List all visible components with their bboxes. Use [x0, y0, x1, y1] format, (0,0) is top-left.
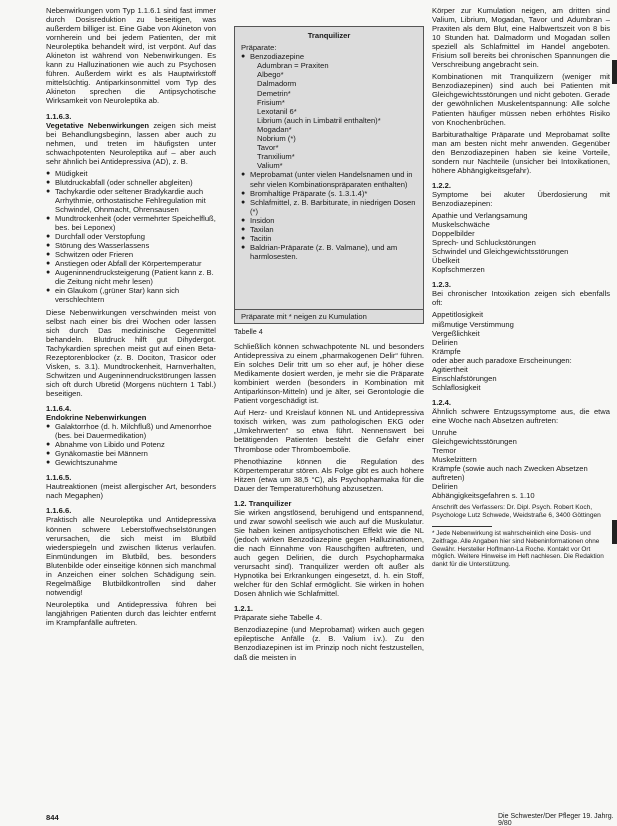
drug-item: Mogadan* [257, 124, 292, 134]
list-item: Unruhe [432, 428, 457, 438]
body-paragraph: Ähnlich schwere Entzugssymptome aus, die etwa eine Woche nach Absetzen auftreten: [432, 406, 610, 425]
table-footnote: Präparate mit * neigen zu Kumulation [235, 309, 423, 323]
list-item: Delirien [432, 337, 458, 347]
column-middle [234, 342, 424, 665]
list-item: Apathie und Verlangsamung [432, 210, 528, 220]
footnote: * Jede Nebenwirkung ist wahrscheinlich eine Dosis- und Zeitfrage. Alle Angaben hier sind Nebeninformationen ohne Gewähr. Hersteller Hoffmann-La Roche. Kontakt vor Ort möglich. Weitere Hinweise im Heft nachlesen. Die Redaktion dankt für die Unterstützung. [432, 530, 604, 568]
list-item: ● ein Glaukom (,grüner Star) kann sich verschlechtern [46, 286, 216, 304]
body-paragraph: Barbiturathaltige Präparate und Meprobamat sollte man am besten nicht mehr anwenden. Gegenüber den Benzodiazepinen haben sie keine Vorteile, sondern nur Nachteile (unsicher bei Intoxikationen, höhere Abhängigkeitsgefahr). [432, 129, 610, 175]
section-heading: 1.2. Tranquilizer [234, 498, 292, 508]
list-item: ● Anstiegen oder Abfall der Körpertemperatur [46, 259, 216, 268]
drug-item: Adumbran = Praxiten [257, 61, 329, 71]
list-item: ● Tachykardie oder seltener Bradykardie auch Arrhythmie, orthostatische Fehlregulation mit Schwindel, Ohnmacht, Ohrensausen [46, 187, 216, 214]
list-item: Tremor [432, 446, 457, 456]
body-paragraph: Schließlich können schwachpotente NL und besonders Antidepressiva zu einem „pharmakogenen Delir“ führen. Ein solches Delir tritt um so eher auf, je höher diese Medikamente dosiert werden, je mehr sie die Präparate kombiniert werden (besonders in Kombination mit Antiparkinson-Mitteln) und je älter, sei Gerontologie die Patient vorgeschädigt ist. [234, 342, 424, 406]
list-item: Sprech- und Schluckstörungen [432, 238, 536, 248]
drug-item: ● Tacitin [241, 234, 417, 243]
edge-tab-marker [612, 60, 617, 84]
drug-item: Dalmadorm [257, 79, 297, 89]
body-paragraph: Kombinationen mit Tranquilizern (weniger mit Benzodiazepinen) sind auch bei Patienten mit Gleichgewichtsstörungen und nicht geboten. Gerade der gewöhnlichen Muskelentspannung: Alle solche Patienten häufiger müssen neben erhöhtes Risiko von Knochenbrüchen. [432, 72, 610, 127]
body-paragraph: Hautreaktionen (meist allergischer Art, besonders nach Megaphen) [46, 482, 216, 501]
endocrine-list [46, 422, 216, 467]
body-paragraph: Präparate siehe Tabelle 4. [234, 613, 323, 623]
withdrawal-symptoms-list [432, 428, 610, 500]
author-address: Anschrift des Verfassers: Dr. Dipl. Psych. Robert Koch, Psychologe Lutz Schwede, Weidstraße 6, 3400 Göttingen [432, 504, 601, 520]
table-group: ● Benzodiazepine [241, 52, 417, 61]
list-item: Vergeßlichkeit [432, 328, 480, 338]
list-item: ● Mundtrockenheit (oder vermehrter Speichelfluß, bes. bei Leponex) [46, 214, 216, 232]
list-item: ● Durchfall oder Verstopfung [46, 232, 216, 241]
section-number: 1.1.6.5. [46, 473, 72, 483]
drug-item: ● Baldrian-Präparate (z. B. Valmane), und am harmlosesten. [241, 243, 417, 261]
drug-item: Frisium* [257, 97, 285, 107]
list-item: ● Müdigkeit [46, 169, 216, 178]
list-item: ● Gynäkomastie bei Männern [46, 449, 216, 458]
list-item: Abhängigkeitsgefahren s. 1.10 [432, 491, 535, 501]
list-item: Einschlafstörungen [432, 373, 497, 383]
list-item: Appetitlosigkeit [432, 310, 484, 320]
list-item: ● Augeninnendrucksteigerung (Patient kann z. B. die Zeitung nicht mehr lesen) [46, 268, 216, 286]
drug-item: ● Taxilan [241, 225, 417, 234]
body-paragraph: Symptome bei akuter Überdosierung mit Benzodiazepinen: [432, 189, 610, 208]
drug-item: Tavor* [257, 143, 279, 153]
page-number: 844 [46, 813, 59, 822]
drug-item: Demetrin* [257, 88, 291, 98]
section-number: 1.1.6.3. [46, 111, 72, 121]
drug-item: ● Meprobamat (unter vielen Handelsnamen und in sehr vielen Kombinationspräparaten enthalten) [241, 170, 417, 188]
body-paragraph: Körper zur Kumulation neigen, am dritten sind Valium, Librium, Mogadan, Tavor und Adumbran – Praxiten als dem Blut, eine Halbwertszeit von 8 bis 10 Stunden hat. Dalmadorm und Mogadan sollen speziell als Schlafmittel im Handel angeboten. Frisium soll bereits bei chronischen Spannungen die Verschreibung angebracht sein. [432, 6, 610, 70]
running-title: Die Schwester/Der Pfleger 19. Jahrg. 9/80 [498, 813, 614, 826]
section-number: 1.1.6.6. [46, 506, 72, 516]
drug-item: Nobrium (*) [257, 134, 296, 144]
drug-item: Valium* [257, 161, 283, 171]
list-item: Krämpfe (sowie auch nach Zwecken Absetzen auftreten) [432, 464, 588, 483]
benzodiazepine-list [241, 61, 417, 170]
section-number: 1.2.1. [234, 604, 253, 614]
column-right [432, 6, 610, 568]
list-item: Übelkeit [432, 256, 460, 266]
section-number: 1.2.4. [432, 397, 451, 407]
drug-item: ● Bromhaltige Präparate (s. 1.3.1.4)* [241, 189, 417, 198]
body-paragraph: Auf Herz- und Kreislauf können NL und Antidepressiva toxisch wirken, was zum pathologischen EKG oder „Umkehrwerten“ so etwa führt. Nennenswert bei betätigenden Patienten besteht die Gefahr einer Thrombose oder Thromboembolie. [234, 408, 424, 454]
list-item: ● Blutdruckabfall (oder schneller abgleiten) [46, 178, 216, 187]
list-item: Gleichgewichtsstörungen [432, 437, 517, 447]
body-paragraph: Phenothiazine können die Regulation des Körpertemperatur stören. Als Folge gibt es auch höhere Hitzen (etwa um 38,5 °C), als Psychopharmaka für die Dauer der Temperaturerhöhung abzusetzen. [234, 456, 424, 493]
drug-item: Librium (auch in Limbatril enthalten)* [257, 115, 381, 125]
overdose-symptoms-list [432, 211, 610, 274]
section-title: Vegetative Nebenwirkungen [46, 120, 150, 130]
list-item: ● Schwitzen oder Frieren [46, 250, 216, 259]
intro-paragraph: Nebenwirkungen vom Typ 1.1.6.1 sind fast immer durch Dosisreduktion zu beseitigen, was außerdem billiger ist. Eine Gabe von Akineton von vornherein und bei jedem Patienten, der mit Neuroleptika behandelt wird, ist verpönt. Auf das Akineton ist während von Nebenwirkungen. Es kann zu Halluzinationen wie auch zu Psychosen führen. Außerdem wirkt es als Hauptwirkstoff mittelsüchtig. Antiparkinsonmittel vom Typ des Akineton sprechen die Antipsychotische Wirksamkeit von Neuroleptika ab. [46, 6, 216, 106]
list-item: Schlaflosigkeit [432, 382, 481, 392]
other-drugs-list [241, 170, 417, 261]
section-number: 1.2.2. [432, 180, 451, 190]
list-item: Muskelschwäche [432, 220, 490, 230]
vegetative-list [46, 169, 216, 305]
section-title: Endokrine Nebenwirkungen [46, 413, 147, 423]
tranquilizer-table [234, 26, 424, 324]
drug-item: Tranxilium* [257, 152, 295, 162]
list-item: Agitiertheit [432, 364, 468, 374]
list-item: Delirien [432, 482, 458, 492]
list-item: oder aber auch paradoxe Erscheinungen: [432, 355, 572, 365]
footnote-rule [432, 526, 492, 527]
list-item: Krämpfe [432, 346, 461, 356]
drug-item: ● Insidon [241, 216, 417, 225]
list-item: ● Störung des Wasserlassens [46, 241, 216, 250]
body-paragraph: Bei chronischer Intoxikation zeigen sich ebenfalls oft: [432, 289, 610, 308]
body-paragraph: Benzodiazepine (und Meprobamat) wirken auch gegen epileptische Anfälle (z. B. Valium i.v.). Zu den Benzodiazepinen ist im Prinzip noch nicht festzustellen, daß die meisten in [234, 625, 424, 662]
list-item: Muskelzittern [432, 455, 477, 465]
body-paragraph: Neuroleptika und Antidepressiva führen bei langjährigen Patienten durch das leichter entfernt im Krampfanfälle auftreten. [46, 599, 216, 627]
body-paragraph: Sie wirken angstlösend, beruhigend und entspannend, und zwar sowohl seelisch wie auch auf die Muskulatur. Sie haben keinen antipsychotischen Effekt wie die NL (jedoch wirken Benzodiazepine gegen Halluzinationen, die nach Einnahme von Rauschgiften auftreten, und auch gegen Delirien, die durch Psychopharmaka verursacht sind). Tranquilizer werden oft außer als Hypnotika bei Erkrankungen eingesetzt, d. h. ein Stoff, welcher für den Schlaf ermöglicht. Sie wirken in hohen Dosen ähnlich wie Schlafmittel. [234, 507, 424, 599]
list-item: Schwindel und Gleichgewichtsstörungen [432, 247, 569, 257]
drug-item: Lexotanil 6* [257, 106, 297, 116]
chronic-symptoms-list [432, 310, 610, 391]
section-number: 1.2.3. [432, 280, 451, 290]
table-caption: Tabelle 4 [234, 327, 263, 336]
table-label: Präparate: [241, 43, 277, 53]
list-item: mißmutige Verstimmung [432, 319, 514, 329]
list-item: ● Gewichtszunahme [46, 458, 216, 467]
list-item: Doppelbilder [432, 229, 475, 239]
section-number: 1.1.6.4. [46, 403, 72, 413]
drug-item: ● Schlafmittel, z. B. Barbiturate, in niedrigen Dosen (*) [241, 198, 417, 216]
section-text: zeigen sich meist bei Behandlungsbeginn, lassen aber auch zu nehmen, und treten im häufigsten unter schwachpotenten Neuroleptika auf – aber auch sehr ähnlich bei Antidepressiva (AD), z. B. [46, 120, 217, 166]
edge-tab-marker [612, 520, 617, 544]
drug-item: Albego* [257, 70, 284, 80]
body-paragraph: Diese Nebenwirkungen verschwinden meist von selbst nach einer bis drei Wochen oder lassen sich durch Das medizinische Gegenmittel behandeln. Blutdruck hilft gut Dihydergot. Tachykardien sprechen meist gut auf einen Beta-Rezeptorenblocker (z. B. Dociton, Trasicor oder Visken, s. 3.1). Mundtrockenheit, Harnverhalten, Schwitzen und Augeninnendruckstörungen lassen sich oft durch Ubretid (Morgens nüchtern 1 Tabl.) beseitigen. [46, 307, 216, 398]
list-item: Kopfschmerzen [432, 265, 485, 275]
body-paragraph: Praktisch alle Neuroleptika und Antidepressiva können schwere Leberstoffwechselstörungen verursachen, die sich meist im Blutbild wiederspiegeln und zwischen Ikterus verlaufen. Einmündungen im Blutbild, bes. besonders Blutenbilde oder einseitige können sich manchmal in Anzeichen einer solchen Schädigung sein. Regelmäßige Blutbildkontrollen sind daher notwendig! [46, 515, 216, 597]
table-title: Tranquilizer [307, 31, 351, 40]
column-left [46, 6, 216, 630]
list-item: ● Abnahme von Libido und Potenz [46, 440, 216, 449]
list-item: ● Galaktorrhoe (d. h. Milchfluß) und Amenorrhoe (bes. bei Dauermedikation) [46, 422, 216, 440]
